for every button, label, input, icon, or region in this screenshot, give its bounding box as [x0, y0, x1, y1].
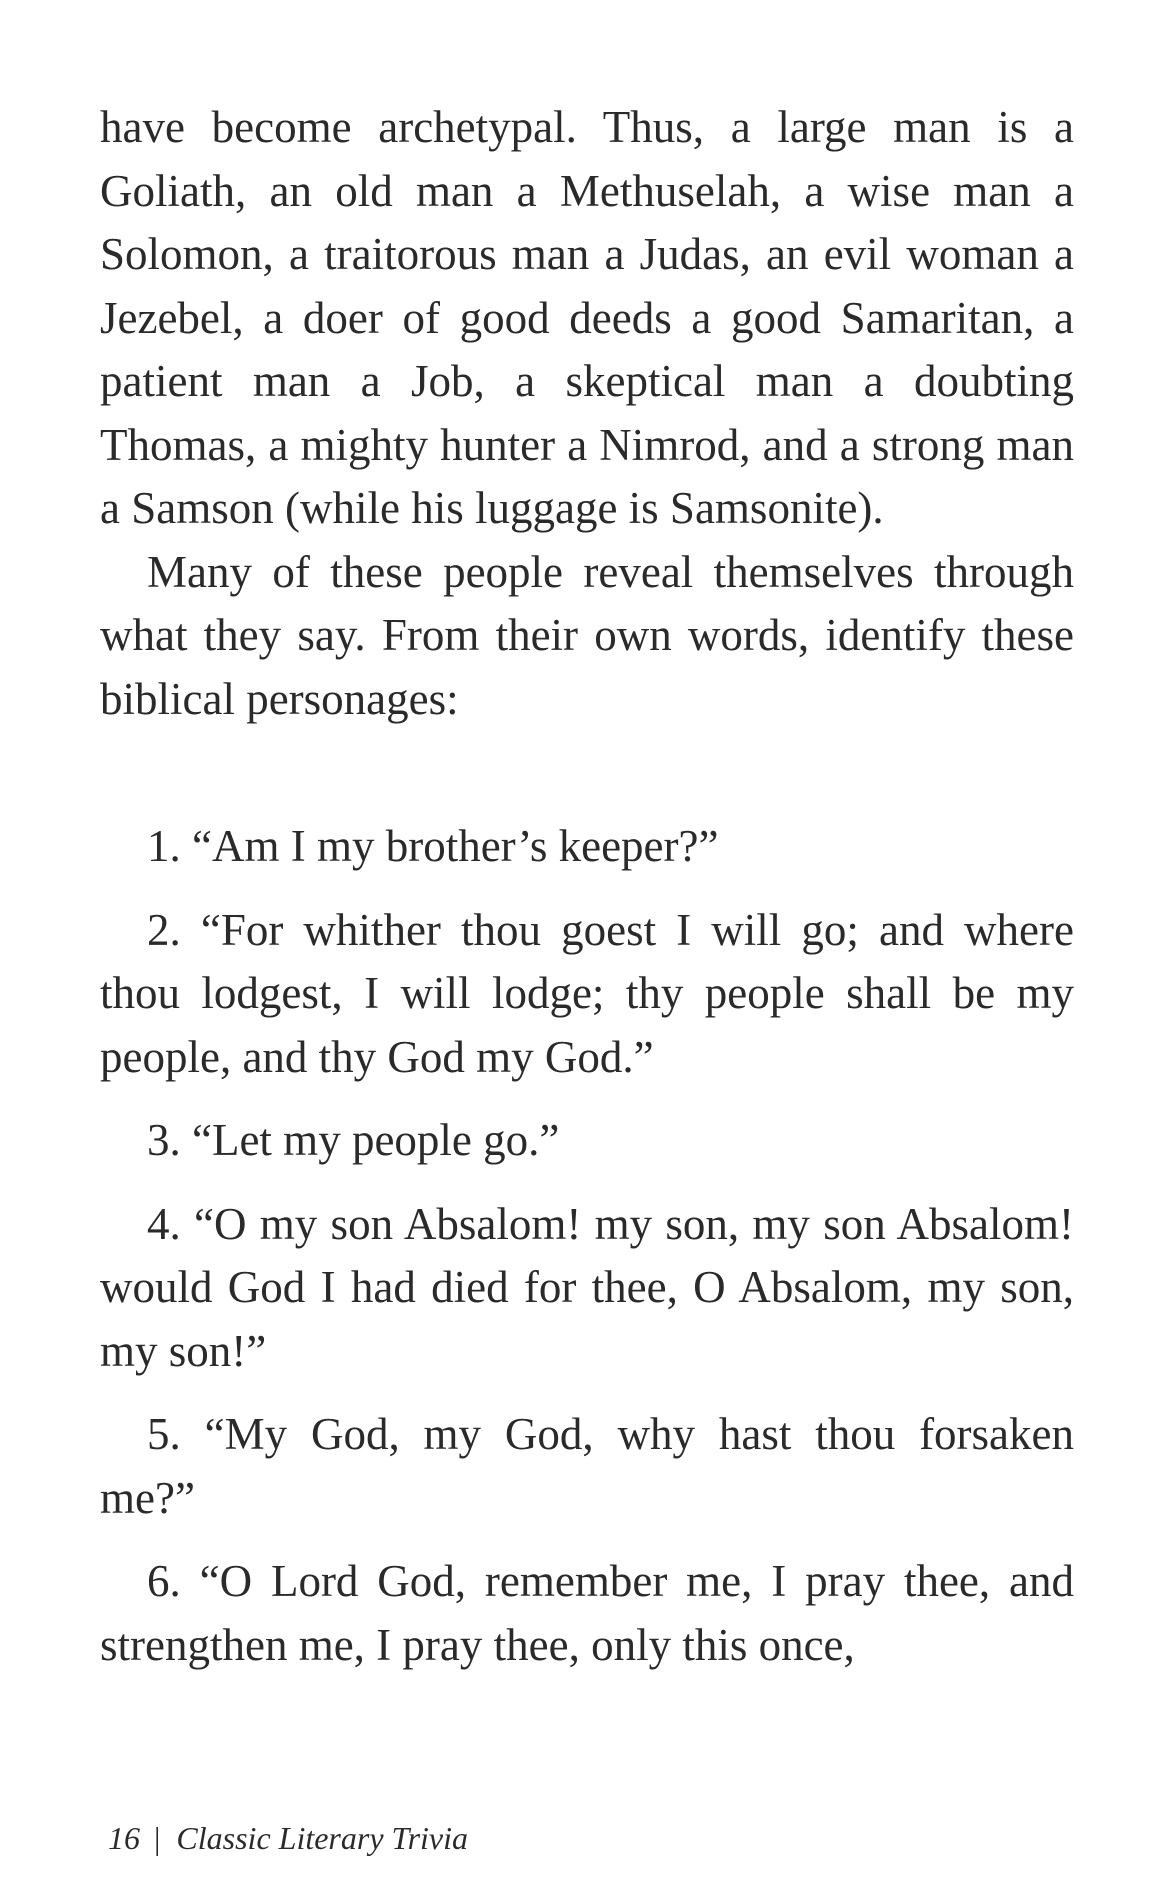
quote-item-2: 2. “For whither thou goest I will go; and where thou lodgest, I will lodge; thy people shall be my people, and thy God my God.”	[100, 904, 1074, 1082]
footer-separator: |	[154, 1820, 161, 1856]
quote-item-6: 6. “O Lord God, remember me, I pray thee, and strengthen me, I pray thee, only this once,	[100, 1556, 1074, 1670]
quote-item-1: 1. “Am I my brother’s keeper?”	[147, 821, 719, 871]
running-title: Classic Literary Trivia	[176, 1820, 468, 1856]
quote-item-4: 4. “O my son Absalom! my son, my son Absalom! would God I had died for thee, O Absalom, my son, my son!”	[100, 1198, 1074, 1376]
text-column	[100, 96, 1074, 1697]
intro-paragraph: have become archetypal. Thus, a large man is a Goliath, an old man a Methuselah, a wise man a Solomon, a traitorous man a Judas, an evil woman a Jezebel, a doer of good deeds a good Samaritan, a patient man a Job, a skeptical man a doubting Thomas, a mighty hunter a Nimrod, and a strong man a Samson (while his luggage is Samsonite).	[100, 102, 1074, 533]
quote-item-3: 3. “Let my people go.”	[147, 1115, 560, 1165]
page-number: 16	[108, 1820, 140, 1856]
page-footer	[108, 1820, 468, 1857]
prompt-paragraph: Many of these people reveal themselves through what they say. From their own words, identify these biblical personages:	[100, 546, 1074, 724]
quote-item-5: 5. “My God, my God, why hast thou forsaken me?”	[100, 1409, 1074, 1523]
